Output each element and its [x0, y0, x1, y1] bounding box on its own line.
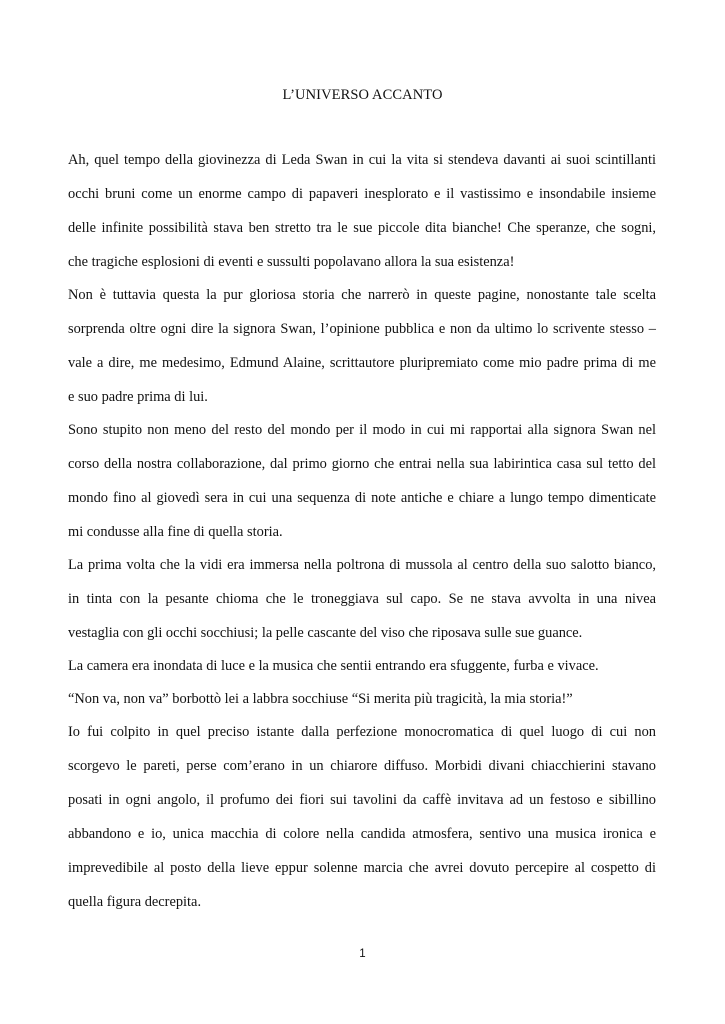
- paragraph: [68, 720, 656, 923]
- text-line: occhi bruni come un enorme campo di papaveri inesplorato e il vastissimo e insondabile insieme: [68, 186, 656, 202]
- text-line: Sono stupito non meno del resto del mondo per il modo in cui mi rapportai alla signora Swan nel: [68, 422, 656, 438]
- text-line: e suo padre prima di lui.: [68, 389, 208, 405]
- page-number: 1: [359, 948, 366, 960]
- text-line: Io fui colpito in quel preciso istante dalla perfezione monocromatica di quel luogo di cui non: [68, 724, 656, 740]
- text-line: Ah, quel tempo della giovinezza di Leda Swan in cui la vita si stendeva davanti ai suoi scintillanti: [68, 152, 656, 168]
- paragraph: [68, 687, 656, 720]
- paragraph: [68, 283, 656, 418]
- text-line: Non è tuttavia questa la pur gloriosa storia che narrerò in queste pagine, nonostante tale scelta: [68, 287, 656, 303]
- text-line: quella figura decrepita.: [68, 894, 202, 910]
- text-line: La camera era inondata di luce e la musica che sentii entrando era sfuggente, furba e vivace.: [68, 658, 599, 674]
- document-title: L’UNIVERSO ACCANTO: [282, 87, 443, 103]
- text-line: “Non va, non va” borbottò lei a labbra socchiuse “Si merita più tragicità, la mia storia!”: [68, 691, 573, 707]
- text-line: mondo fino al giovedì sera in cui una sequenza di note antiche e chiare a lungo tempo dimenticate: [68, 490, 656, 506]
- text-line: delle infinite possibilità stava ben stretto tra le sue piccole dita bianche! Che speranze, che sogni,: [68, 220, 656, 236]
- paragraph: [68, 654, 656, 687]
- text-line: che tragiche esplosioni di eventi e sussulti popolavano allora la sua esistenza!: [68, 254, 515, 270]
- text-line: scorgevo le pareti, perse com’erano in un chiarore diffuso. Morbidi divani chiacchierini stavano: [68, 758, 656, 774]
- text-line: posati in ogni angolo, il profumo dei fiori sui tavolini da caffè invitava ad un festoso e sibillino: [68, 792, 656, 808]
- text-line: vale a dire, me medesimo, Edmund Alaine, scrittautore pluripremiato come mio padre prima di me: [68, 355, 656, 371]
- text-line: La prima volta che la vidi era immersa nella poltrona di mussola al centro della suo salotto bianco,: [68, 557, 656, 573]
- text-line: in tinta con la pesante chioma che le troneggiava sul capo. Se ne stava avvolta in una nivea: [68, 591, 656, 607]
- text-line: vestaglia con gli occhi socchiusi; la pelle cascante del viso che riposava sulle sue guance.: [68, 625, 583, 641]
- paragraph: [68, 553, 656, 654]
- body-text: [68, 148, 656, 923]
- text-line: abbandono e io, unica macchia di colore nella candida atmosfera, sentivo una musica ironica e: [68, 826, 656, 842]
- text-line: corso della nostra collaborazione, dal primo giorno che entrai nella sua labirintica casa sul tetto del: [68, 456, 656, 472]
- text-line: sorprenda oltre ogni dire la signora Swan, l’opinione pubblica e non da ultimo lo scrivente stesso –: [68, 321, 656, 337]
- paragraph: [68, 148, 656, 283]
- text-line: imprevedibile al posto della lieve eppur solenne marcia che avrei dovuto percepire al cospetto di: [68, 860, 656, 876]
- paragraph: [68, 418, 656, 553]
- text-line: mi condusse alla fine di quella storia.: [68, 524, 283, 540]
